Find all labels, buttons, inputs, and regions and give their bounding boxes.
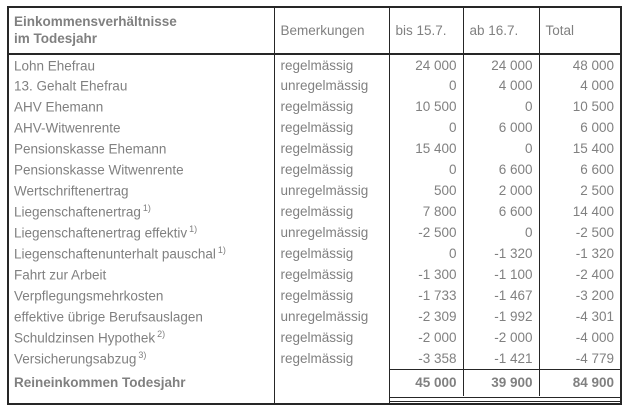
header-bemerkungen: Bemerkungen xyxy=(274,7,389,54)
remark-cell: regelmässig xyxy=(274,285,389,306)
ab-value-cell: -1 467 xyxy=(463,285,539,306)
totals-underline-row xyxy=(8,396,621,404)
remark-cell: regelmässig xyxy=(274,138,389,159)
row-label: Lohn Ehefrau xyxy=(14,58,96,74)
bis-value-cell: 0 xyxy=(389,243,463,264)
footnote-marker: 3) xyxy=(138,350,147,361)
remark-cell: unregelmässig xyxy=(274,180,389,201)
table-row xyxy=(8,243,621,264)
total-value-cell: 4 000 xyxy=(539,75,621,96)
total-value-cell: -1 320 xyxy=(539,243,621,264)
row-label: Pensionskasse Ehemann xyxy=(14,141,167,157)
total-value-cell: 6 600 xyxy=(539,159,621,180)
row-label: Pensionskasse Witwenrente xyxy=(14,162,184,178)
header-ab-167: ab 16.7. xyxy=(463,7,539,54)
double-underline-cell xyxy=(389,396,621,404)
footnote-marker: 1) xyxy=(189,224,198,235)
bis-value-cell: 15 400 xyxy=(389,138,463,159)
row-label-cell xyxy=(8,348,274,369)
table-row xyxy=(8,306,621,327)
table-row xyxy=(8,264,621,285)
row-label-cell xyxy=(8,54,274,75)
total-value-cell: -2 500 xyxy=(539,222,621,243)
row-label: 13. Gehalt Ehefrau xyxy=(14,78,128,94)
row-label: Verpflegungsmehrkosten xyxy=(14,288,164,304)
bis-value-cell: -1 733 xyxy=(389,285,463,306)
table-header-row xyxy=(8,7,621,54)
total-value-cell: -4 301 xyxy=(539,306,621,327)
header-total: Total xyxy=(539,7,621,54)
total-value-cell: 14 400 xyxy=(539,201,621,222)
ab-value-cell: -2 000 xyxy=(463,327,539,348)
row-label: Liegenschaftenertrag effektiv xyxy=(14,225,188,241)
bis-value-cell: 7 800 xyxy=(389,201,463,222)
row-label-cell xyxy=(8,243,274,264)
row-label-cell xyxy=(8,96,274,117)
footnote-marker: 1) xyxy=(217,245,226,256)
bis-value-cell: -2 000 xyxy=(389,327,463,348)
bis-value-cell: 0 xyxy=(389,117,463,138)
table-row xyxy=(8,327,621,348)
spacer-cell xyxy=(8,396,274,404)
total-value-cell: 15 400 xyxy=(539,138,621,159)
total-value-cell: 48 000 xyxy=(539,54,621,75)
table-row xyxy=(8,180,621,201)
bis-value-cell: 0 xyxy=(389,159,463,180)
table-row xyxy=(8,222,621,243)
row-label-cell xyxy=(8,285,274,306)
bis-value-cell: -2 309 xyxy=(389,306,463,327)
total-value-cell: 10 500 xyxy=(539,96,621,117)
ab-value-cell: 6 600 xyxy=(463,159,539,180)
row-label: Wertschriftenertrag xyxy=(14,183,129,199)
row-label-cell xyxy=(8,264,274,285)
header-line1: Einkommensverhältnisse xyxy=(14,14,177,30)
row-label: Schuldzinsen Hypothek xyxy=(14,330,156,346)
row-label: AHV-Witwenrente xyxy=(14,120,121,136)
remark-cell: regelmässig xyxy=(274,117,389,138)
bis-value-cell: 500 xyxy=(389,180,463,201)
ab-value-cell: -1 320 xyxy=(463,243,539,264)
footnote-marker: 2) xyxy=(157,329,166,340)
income-table xyxy=(7,6,622,405)
totals-row xyxy=(8,369,621,396)
remark-cell: regelmässig xyxy=(274,54,389,75)
total-value-cell: -4 000 xyxy=(539,327,621,348)
bis-value-cell: -3 358 xyxy=(389,348,463,369)
remark-cell: regelmässig xyxy=(274,327,389,348)
total-value-cell: 2 500 xyxy=(539,180,621,201)
ab-value-cell: 0 xyxy=(463,138,539,159)
bis-value-cell: 0 xyxy=(389,75,463,96)
row-label-cell xyxy=(8,159,274,180)
row-label-cell xyxy=(8,180,274,201)
total-value-cell: -3 200 xyxy=(539,285,621,306)
remark-cell: unregelmässig xyxy=(274,75,389,96)
totals-total-cell: 84 900 xyxy=(539,369,621,396)
row-label: Versicherungsabzug xyxy=(14,351,137,367)
row-label: Liegenschaftenunterhalt pauschal xyxy=(14,246,216,262)
table-row xyxy=(8,54,621,75)
double-underline xyxy=(390,397,621,402)
remark-cell: regelmässig xyxy=(274,201,389,222)
table-row xyxy=(8,348,621,369)
row-label: Fahrt zur Arbeit xyxy=(14,267,107,283)
bis-value-cell: 10 500 xyxy=(389,96,463,117)
row-label-cell xyxy=(8,327,274,348)
table-row xyxy=(8,285,621,306)
totals-label: Reineinkommen Todesjahr xyxy=(14,375,186,390)
footnote-marker: 1) xyxy=(142,203,151,214)
remark-cell: regelmässig xyxy=(274,264,389,285)
row-label: Liegenschaftenertrag xyxy=(14,204,141,220)
table-row xyxy=(8,159,621,180)
totals-ab-cell: 39 900 xyxy=(463,369,539,396)
bis-value-cell: 24 000 xyxy=(389,54,463,75)
total-value-cell: 6 000 xyxy=(539,117,621,138)
bis-value-cell: -2 500 xyxy=(389,222,463,243)
spacer-cell xyxy=(274,396,389,404)
total-value-cell: -2 400 xyxy=(539,264,621,285)
table-row xyxy=(8,117,621,138)
ab-value-cell: -1 992 xyxy=(463,306,539,327)
remark-cell: unregelmässig xyxy=(274,222,389,243)
row-label: AHV Ehemann xyxy=(14,99,104,115)
table-row xyxy=(8,201,621,222)
row-label-cell xyxy=(8,201,274,222)
totals-remark-cell xyxy=(274,369,389,396)
ab-value-cell: 0 xyxy=(463,96,539,117)
ab-value-cell: 6 600 xyxy=(463,201,539,222)
row-label: effektive übrige Berufsauslagen xyxy=(14,309,203,325)
row-label-cell xyxy=(8,75,274,96)
ab-value-cell: 2 000 xyxy=(463,180,539,201)
ab-value-cell: 24 000 xyxy=(463,54,539,75)
ab-value-cell: 4 000 xyxy=(463,75,539,96)
ab-value-cell: 6 000 xyxy=(463,117,539,138)
remark-cell: regelmässig xyxy=(274,348,389,369)
header-line2: im Todesjahr xyxy=(14,30,98,46)
remark-cell: regelmässig xyxy=(274,159,389,180)
header-einkommensverhaeltnisse xyxy=(8,7,274,54)
remark-cell: regelmässig xyxy=(274,243,389,264)
ab-value-cell: -1 421 xyxy=(463,348,539,369)
row-label-cell xyxy=(8,222,274,243)
remark-cell: regelmässig xyxy=(274,96,389,117)
table-row xyxy=(8,138,621,159)
row-label-cell xyxy=(8,138,274,159)
header-bis-157: bis 15.7. xyxy=(389,7,463,54)
table-row xyxy=(8,96,621,117)
totals-bis-cell: 45 000 xyxy=(389,369,463,396)
ab-value-cell: -1 100 xyxy=(463,264,539,285)
total-value-cell: -4 779 xyxy=(539,348,621,369)
ab-value-cell: 0 xyxy=(463,222,539,243)
remark-cell: unregelmässig xyxy=(274,306,389,327)
table-row xyxy=(8,75,621,96)
row-label-cell xyxy=(8,306,274,327)
bis-value-cell: -1 300 xyxy=(389,264,463,285)
row-label-cell xyxy=(8,117,274,138)
